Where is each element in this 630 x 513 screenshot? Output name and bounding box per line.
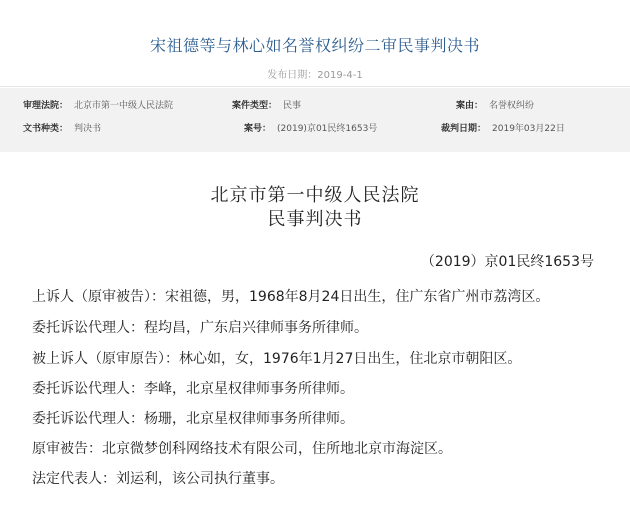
case-type-label: 案件类型： — [232, 101, 278, 111]
document-type-heading: 民事判决书 — [267, 209, 363, 230]
court-field — [23, 98, 173, 114]
party-line: 委托诉讼代理人：杨珊，北京星权律师事务所律师。 — [32, 411, 354, 427]
case-type-value: 民事 — [283, 101, 302, 111]
judge-date-field — [441, 121, 565, 137]
case-metadata-panel — [0, 88, 630, 152]
party-line: 被上诉人（原审原告）：林心如，女，1976年1月27日出生，住北京市朝阳区。 — [32, 351, 522, 367]
metadata-row — [0, 121, 630, 137]
judge-date-label: 裁判日期： — [441, 124, 487, 134]
doc-kind-field — [23, 121, 101, 137]
doc-kind-label: 文书种类： — [23, 124, 69, 134]
court-label: 审理法院： — [23, 101, 69, 111]
case-no-value: (2019)京01民终1653号 — [277, 124, 378, 134]
cause-field — [456, 98, 534, 114]
cause-value: 名誉权纠纷 — [489, 101, 535, 111]
party-line: 上诉人（原审被告）：宋祖德，男，1968年8月24日出生，住广东省广州市荔湾区。 — [32, 289, 550, 305]
case-type-field — [232, 98, 301, 114]
publish-date: 发布日期：2019-4-1 — [267, 70, 363, 81]
cause-label: 案由： — [456, 101, 484, 111]
document-title: 宋祖德等与林心如名誉权纠纷二审民事判决书 — [149, 36, 480, 55]
judge-date-value: 2019年03月22日 — [492, 124, 565, 134]
metadata-row — [0, 98, 630, 114]
doc-kind-value: 判决书 — [74, 124, 102, 134]
court-value: 北京市第一中级人民法院 — [74, 101, 174, 111]
party-line: 法定代表人：刘运利，该公司执行董事。 — [32, 471, 284, 487]
header-divider — [0, 86, 630, 87]
case-no-label: 案号： — [244, 124, 272, 134]
party-line: 原审被告：北京微梦创科网络技术有限公司，住所地北京市海淀区。 — [32, 441, 452, 457]
case-no-field — [244, 121, 377, 137]
party-line: 委托诉讼代理人：程均昌，广东启兴律师事务所律师。 — [32, 320, 368, 336]
party-line: 委托诉讼代理人：李峰，北京星权律师事务所律师。 — [32, 381, 354, 397]
court-heading: 北京市第一中级人民法院 — [210, 185, 420, 206]
case-number: （2019）京01民终1653号 — [420, 254, 594, 270]
